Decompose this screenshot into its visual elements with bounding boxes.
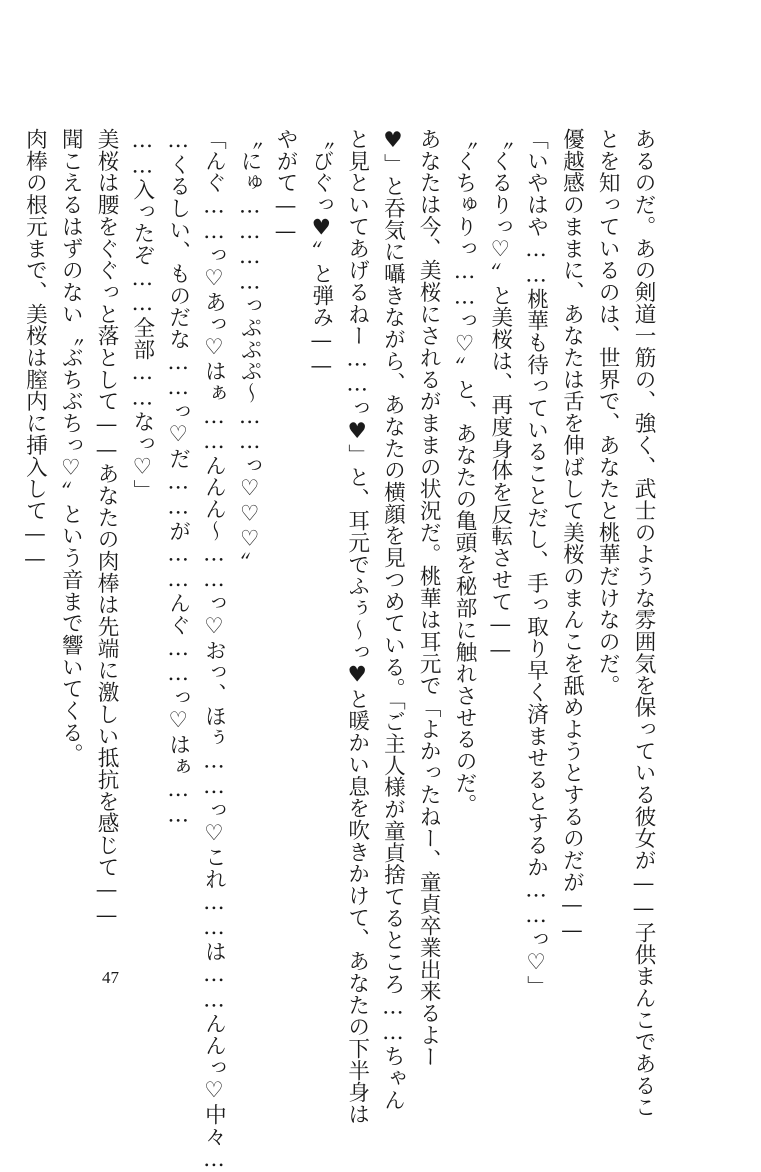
text-line: あるのだ。あの剣道一筋の、強く、武士のような雰囲気を保っている彼女が——子供まんこであるこ [631, 128, 656, 1119]
text-line: 優越感のままに、あなたは舌を伸ばして美桜のまんこを舐めようとするのだが—— [559, 128, 585, 944]
text-line: 「いやはや……桃華も待っていることだし、手っ取り早く済ませるとするか……っ♡」 [523, 128, 549, 998]
text-line: 美桜は腰をぐぐっと落として——あなたの肉棒は先端に激しい抵抗を感じて—— [94, 128, 120, 929]
text-line: 肉棒の根元まで、美桜は膣内に挿入して—— [22, 128, 48, 572]
text-line: ……入ったぞ……全部……なっ♡」 [129, 128, 155, 502]
text-line: やがて—— [273, 128, 299, 245]
text-line: …くるしい、ものだな……っ♡だ……が……んぐ……っ♡はぁ…… [165, 128, 191, 828]
text-line: 〝びぐっ♥〟と弾み—— [308, 128, 334, 379]
text-line: あなたは今、美桜にされるがままの状況だ。桃華は耳元で「よかったねー、童貞卒業出来るよー [416, 128, 442, 1068]
page-number: 47 [102, 968, 119, 987]
text-line: 〝にゅ…………っぷぷぷ～……っ♡♡♡〟 [237, 128, 263, 574]
text-line: 〝くちゅりっ……っ♡〟と、あなたの亀頭を秘部に触れさせるのだ。 [452, 128, 478, 816]
text-line: とを知っているのは、世界で、あなたと桃華だけなのだ。 [595, 128, 621, 697]
text-line: と見といてあげるねー……っ♥」と、耳元でふぅ～っ♥と暖かい息を吹きかけて、あなたの下半身は [344, 128, 370, 1125]
text-line: 〝くるりっ♡〟と美桜は、再度身体を反転させて—— [487, 128, 513, 663]
text-line: ♥」と吞気に囁きながら、あなたの横顔を見つめている。「ご主人様が童貞捨てるところ……ちゃん [380, 128, 406, 1111]
text-line: 「んぐ……っ♡あっ♡はぁ……んんん～……っ♡おっ、ほぅ……っ♡これ……は……んんっ♡中々… [201, 128, 227, 1172]
text-line: 聞こえるはずのない〝ぶちぶちっ♡〟という音まで響いてくる。 [58, 128, 84, 766]
